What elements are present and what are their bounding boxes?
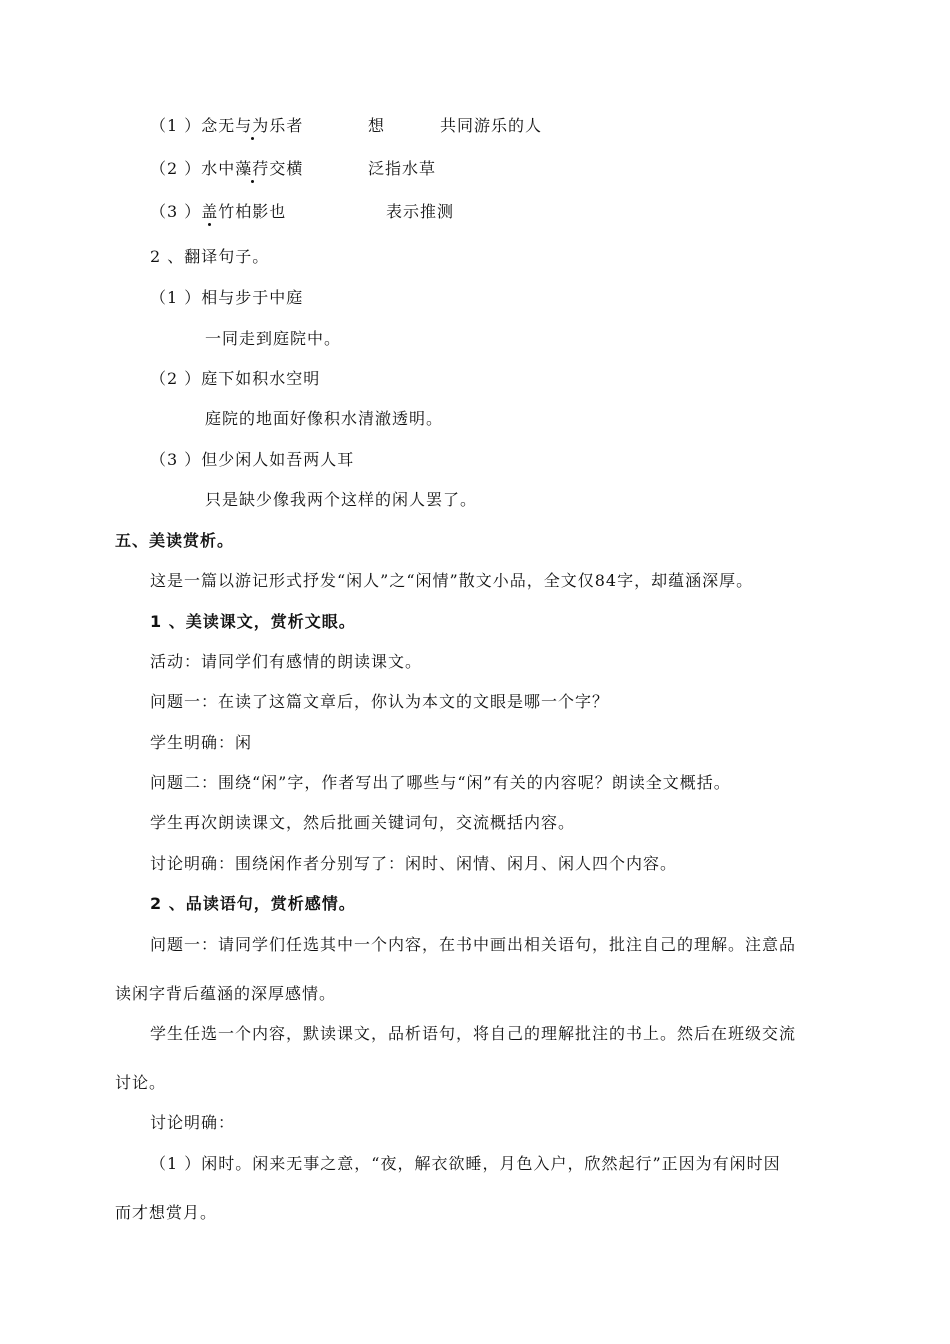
vocab-pre: 念 — [201, 116, 219, 135]
discussion-2: 讨论明确： — [150, 1113, 236, 1132]
translation-answer-2: 庭院的地面好像积水清澈透明。 — [205, 409, 444, 428]
translation-item-3 — [150, 448, 354, 472]
paragraph-1: 学生再次朗读课文，然后批画关键词句，交流概括内容。 — [150, 813, 576, 832]
translation-sentence: 相与步于中庭 — [201, 288, 304, 307]
paragraph-2-line-1: 学生任选一个内容，默读课文，品析语句，将自己的理解批注的书上。然后在班级交流 — [150, 1024, 797, 1043]
vocab-label: （2 ） — [150, 159, 202, 178]
translation-item-1 — [150, 286, 303, 310]
vocab-meaning-3: 表示推测 — [386, 202, 455, 221]
question-2: 问题二：围绕“闲”字，作者写出了哪些与“闲”有关的内容呢？朗读全文概括。 — [150, 773, 731, 792]
vocab-post: 竹柏影也 — [218, 202, 287, 221]
translation-label: （3 ） — [150, 450, 202, 469]
question-3-line-1: 问题一：请同学们任选其中一个内容，在书中画出相关语句，批注自己的理解。注意品 — [150, 935, 797, 954]
vocab-meaning-1a: 想 — [368, 116, 386, 135]
vocab-dotted-word: 盖 — [201, 202, 219, 221]
translation-answer-3: 只是缺少像我两个这样的闲人罢了。 — [205, 490, 478, 509]
vocab-post: 交横 — [269, 159, 304, 178]
question-1: 问题一：在读了这篇文章后，你认为本文的文眼是哪一个字？ — [150, 692, 610, 711]
item-1-line-1: （1 ）闲时。闲来无事之意，“夜，解衣欲睡，月色入户，欣然起行”正因为有闲时因 — [150, 1154, 781, 1173]
question-3-line-2: 读闲字背后蕴涵的深厚感情。 — [115, 984, 337, 1003]
translation-sentence: 但少闲人如吾两人耳 — [201, 450, 355, 469]
vocab-item-3 — [150, 200, 286, 224]
section-heading: 五、美读赏析。 — [115, 531, 235, 550]
subsection-heading-2: 2 、品读语句，赏析感情。 — [150, 894, 356, 913]
translation-label: （1 ） — [150, 288, 202, 307]
vocab-meaning-2: 泛指水草 — [368, 159, 437, 178]
subsection-heading-1: 1 、美读课文，赏析文眼。 — [150, 612, 356, 631]
vocab-label: （3 ） — [150, 202, 202, 221]
vocab-label: （1 ） — [150, 116, 202, 135]
vocab-pre: 水中 — [201, 159, 236, 178]
translation-sentence: 庭下如积水空明 — [201, 369, 321, 388]
item-1-line-2: 而才想赏月。 — [115, 1203, 218, 1222]
vocab-meaning-1b: 共同游乐的人 — [440, 116, 543, 135]
vocab-item-1 — [150, 114, 303, 138]
vocab-item-2 — [150, 157, 303, 181]
answer-1: 学生明确：闲 — [150, 733, 253, 752]
vocab-dotted-word: 无与为乐 — [218, 116, 287, 135]
vocab-post: 者 — [286, 116, 304, 135]
vocab-dotted-word: 藻荇 — [235, 159, 270, 178]
translation-label: （2 ） — [150, 369, 202, 388]
translation-answer-1: 一同走到庭院中。 — [205, 329, 342, 348]
section-intro: 这是一篇以游记形式抒发“闲人”之“闲情”散文小品，全文仅84字，却蕴涵深厚。 — [150, 571, 754, 590]
discussion-1: 讨论明确：围绕闲作者分别写了：闲时、闲情、闲月、闲人四个内容。 — [150, 854, 678, 873]
paragraph-2-line-2: 讨论。 — [115, 1073, 167, 1092]
translate-heading: 2 、翻译句子。 — [150, 247, 270, 266]
translation-item-2 — [150, 367, 320, 391]
activity-text: 活动：请同学们有感情的朗读课文。 — [150, 652, 423, 671]
